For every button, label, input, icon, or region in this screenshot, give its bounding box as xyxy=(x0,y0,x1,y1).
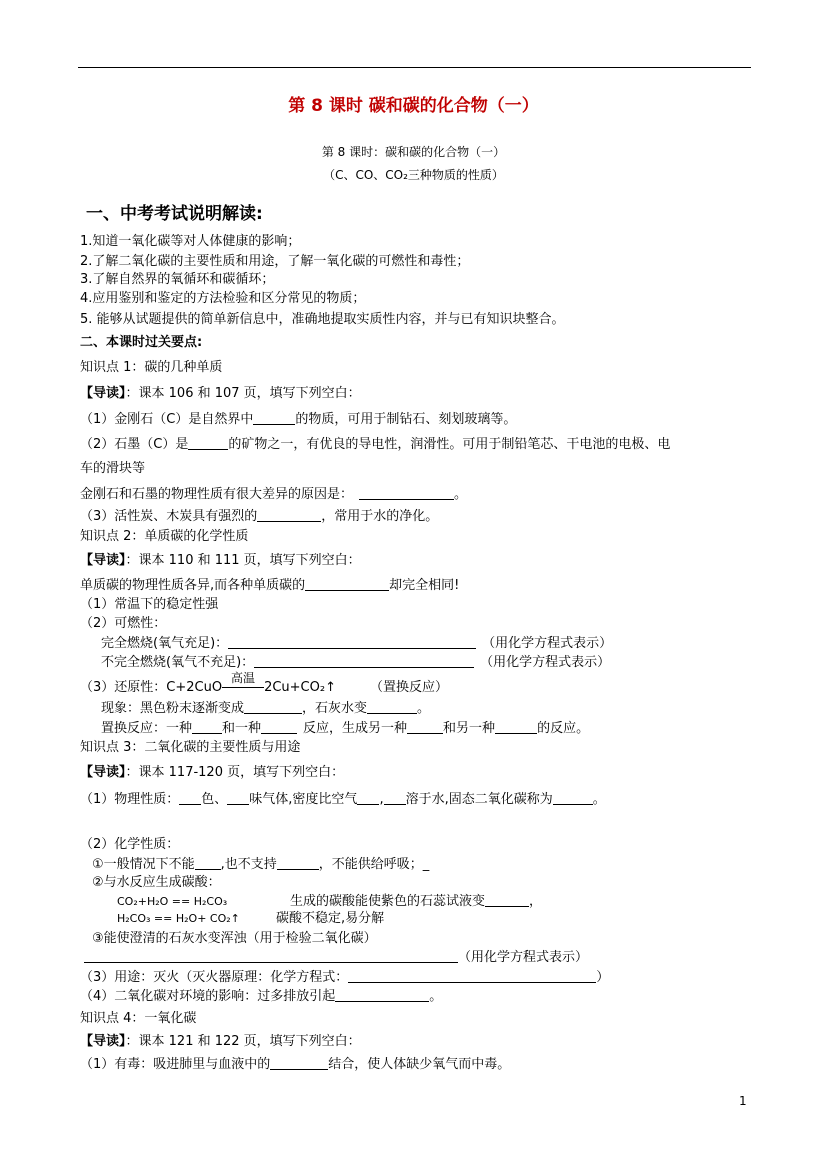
k3-environment: （4）二氧化碳对环境的影响：过多排放引起 。 xyxy=(80,989,443,1004)
reaction-condition: 高温 xyxy=(231,671,256,685)
fill-blank[interactable] xyxy=(305,578,389,591)
fill-blank[interactable] xyxy=(367,701,417,714)
k3-chem-3-eq: （用化学方程式表示） xyxy=(84,950,588,964)
fill-blank[interactable] xyxy=(407,721,443,734)
list-item: 1.知道一氧化碳等对人体健康的影响； xyxy=(80,234,301,249)
fill-blank[interactable] xyxy=(553,792,593,805)
k2-reduction: （3）还原性：C+2CuO 高温 2Cu+CO₂↑ （置换反应） xyxy=(80,671,448,695)
section2-heading: 二、本课时过关要点: xyxy=(80,335,203,350)
k1-line2-cont: 车的滑块等 xyxy=(80,461,146,476)
k3-unstable: 碳酸不稳定,易分解 xyxy=(276,911,385,926)
fill-blank[interactable] xyxy=(188,437,228,450)
k1-guide: 【导读】：课本 106 和 107 页，填写下列空白： xyxy=(80,386,361,401)
fill-blank[interactable] xyxy=(257,509,321,522)
k2-line3: （2）可燃性： xyxy=(80,616,167,631)
page-title: 第 8 课时 碳和碳的化合物（一） xyxy=(288,96,539,116)
reaction-arrow xyxy=(222,687,264,688)
page-number: 1 xyxy=(739,1094,747,1108)
fill-blank[interactable] xyxy=(277,857,319,870)
k2-complete-combustion: 完全燃烧(氧气充足)： （用化学方程式表示） xyxy=(101,636,613,651)
subtitle: 第 8 课时：碳和碳的化合物（一） xyxy=(321,145,506,159)
fill-blank[interactable] xyxy=(253,412,295,425)
list-item: 3.了解自然界的氧循环和碳循环； xyxy=(80,272,275,287)
k2-phenomenon: 现象：黑色粉末逐渐变成 ，石灰水变 。 xyxy=(101,701,431,716)
subtitle-substances: （C、CO、CO₂三种物质的性质） xyxy=(323,168,504,182)
fill-blank[interactable] xyxy=(195,857,221,870)
fill-blank[interactable] xyxy=(335,989,429,1002)
k1-title: 知识点 1：碳的几种单质 xyxy=(80,360,223,375)
k4-title: 知识点 4：一氧化碳 xyxy=(80,1011,197,1026)
fill-blank[interactable] xyxy=(244,701,302,714)
k4-guide: 【导读】：课本 121 和 122 页，填写下列空白： xyxy=(80,1034,361,1049)
k4-toxic: （1）有毒：吸进肺里与血液中的 结合，使人体缺少氧气而中毒。 xyxy=(80,1057,511,1072)
k3-use: （3）用途：灭火（灭火器原理：化学方程式： ） xyxy=(80,970,610,985)
fill-blank[interactable] xyxy=(254,655,474,668)
k3-chem-2: ②与水反应生成碳酸： xyxy=(92,875,221,890)
k2-incomplete-combustion: 不完全燃烧(氧气不充足)： （用化学方程式表示） xyxy=(101,655,611,670)
k3-chem-1: ①一般情况下不能 ,也不支持 ，不能供给呼吸；_ xyxy=(92,857,430,872)
fill-blank[interactable] xyxy=(261,721,297,734)
k3-physical: （1）物理性质： 色、 味气体,密度比空气 , 溶于水,固态二氧化碳称为 。 xyxy=(80,792,606,807)
fill-blank[interactable] xyxy=(179,792,201,805)
fill-blank[interactable] xyxy=(84,950,458,963)
fill-blank[interactable] xyxy=(348,970,596,983)
k1-line3: 金刚石和石墨的物理性质有很大差异的原因是： 。 xyxy=(80,487,468,502)
k3-litmus: 生成的碳酸能使紫色的石蕊试液变 ， xyxy=(290,894,543,909)
equation-carbonic-decompose: H₂CO₃ == H₂O+ CO₂↑ xyxy=(117,912,240,925)
k3-chemical: （2）化学性质： xyxy=(80,837,180,852)
section1-heading: 一、中考考试说明解读: xyxy=(86,204,263,224)
k2-guide: 【导读】：课本 110 和 111 页，填写下列空白： xyxy=(80,553,361,568)
k1-line2: （2）石墨（C）是 的矿物之一，有优良的导电性，润滑性。可用于制铅笔芯、干电池的电极、电 xyxy=(80,437,671,452)
k1-line4: （3）活性炭、木炭具有强烈的 ，常用于水的净化。 xyxy=(80,509,439,524)
k3-chem-3: ③能使澄清的石灰水变浑浊（用于检验二氧化碳） xyxy=(92,931,377,946)
header-rule xyxy=(78,67,751,68)
k1-line1: （1）金刚石（C）是自然界中 的物质，可用于制钻石、刻划玻璃等。 xyxy=(80,412,517,427)
k2-displacement: 置换反应：一种 和一种 反应，生成另一种 和另一种 的反应。 xyxy=(101,721,590,736)
fill-blank[interactable] xyxy=(485,894,529,907)
fill-blank[interactable] xyxy=(270,1057,328,1070)
k2-line2: （1）常温下的稳定性强 xyxy=(80,597,219,612)
fill-blank[interactable] xyxy=(357,792,379,805)
fill-blank[interactable] xyxy=(384,792,406,805)
k2-title: 知识点 2：单质碳的化学性质 xyxy=(80,529,249,544)
k2-line1: 单质碳的物理性质各异,而各种单质碳的 却完全相同! xyxy=(80,578,460,593)
fill-blank[interactable] xyxy=(495,721,537,734)
list-item: 2.了解二氧化碳的主要性质和用途，了解一氧化碳的可燃性和毒性； xyxy=(80,254,470,269)
k3-guide: 【导读】：课本 117-120 页，填写下列空白： xyxy=(80,765,345,780)
k3-title: 知识点 3：二氧化碳的主要性质与用途 xyxy=(80,740,301,755)
fill-blank[interactable] xyxy=(228,636,476,649)
fill-blank[interactable] xyxy=(359,487,454,500)
fill-blank[interactable] xyxy=(227,792,249,805)
list-item: 5. 能够从试题提供的简单新信息中，准确地提取实质性内容，并与已有知识块整合。 xyxy=(80,312,565,327)
list-item: 4.应用鉴别和鉴定的方法检验和区分常见的物质； xyxy=(80,291,366,306)
equation-co2-water: CO₂+H₂O == H₂CO₃ xyxy=(117,895,228,908)
fill-blank[interactable] xyxy=(192,721,222,734)
